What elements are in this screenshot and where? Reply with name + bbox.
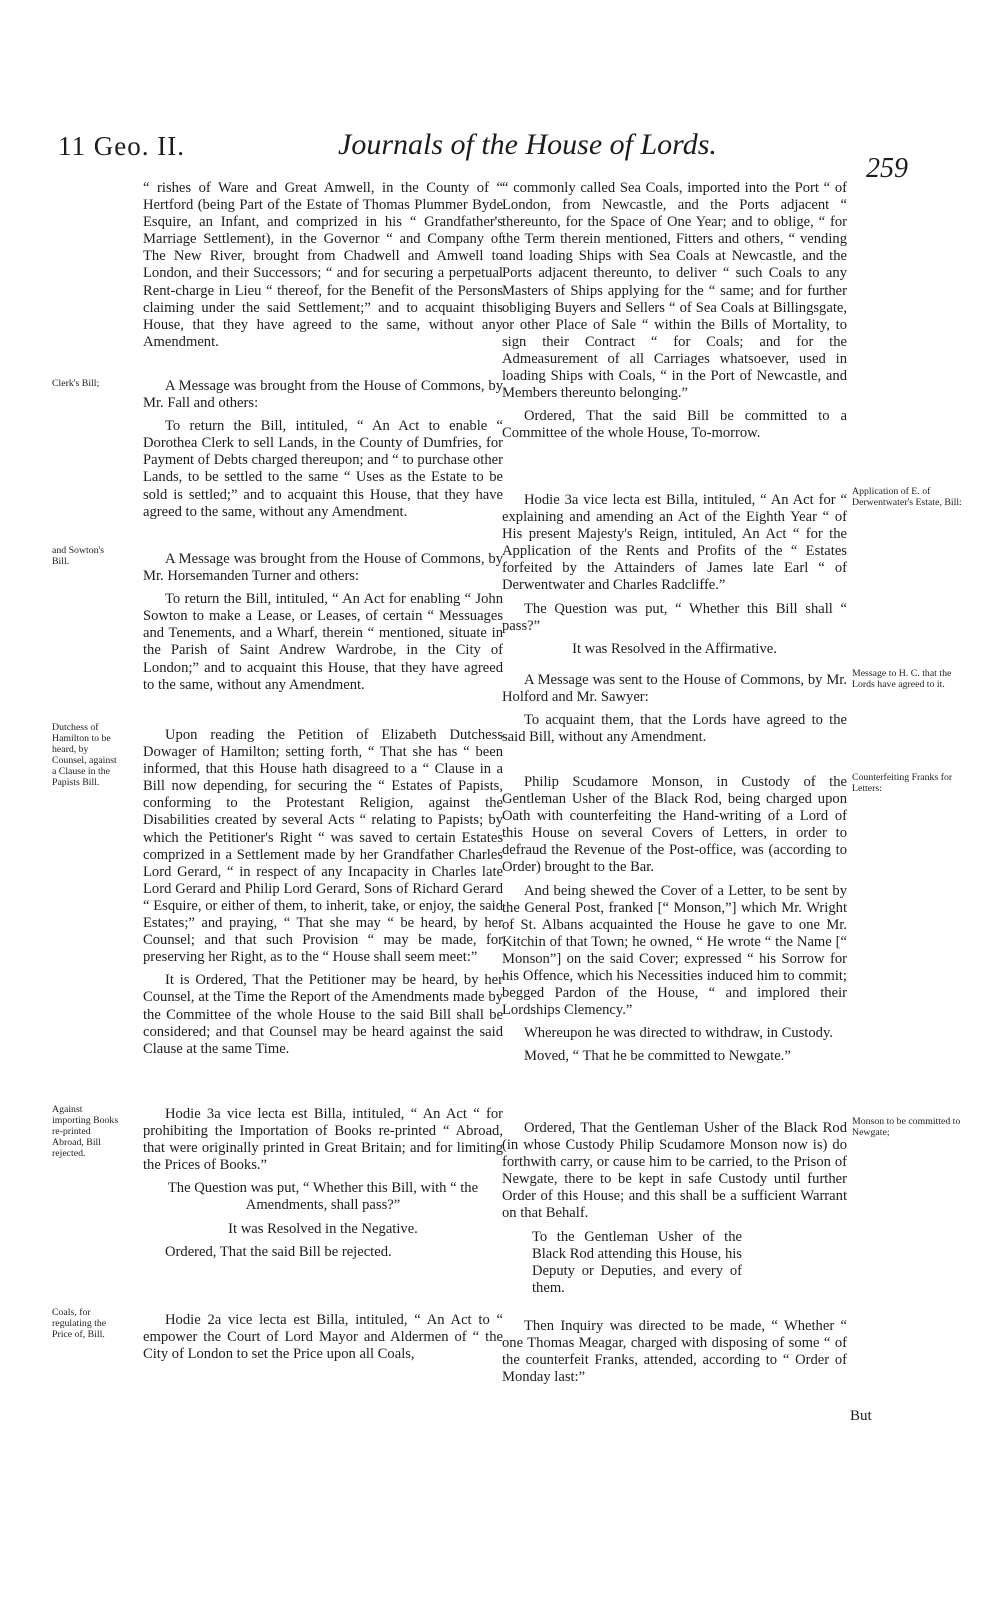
page-number: 259	[866, 153, 908, 184]
paragraph: It was Resolved in the Negative.	[228, 1220, 418, 1237]
right-column	[502, 492, 847, 664]
paragraph: It was Resolved in the Affirmative.	[572, 640, 777, 657]
paragraph: The Question was put, “ Whether this Bill shall “ pass?”	[502, 600, 847, 634]
paragraph: A Message was brought from the House of Commons, by Mr. Horsemanden Turner and others:	[143, 551, 503, 585]
right-column	[502, 1120, 847, 1303]
right-column	[502, 774, 847, 1072]
right-column	[502, 1318, 847, 1392]
paragraph: “ rishes of Ware and Great Amwell, in the County of “ Hertford (being Part of the Estate of Thomas Plummer Byde Esquire, an Infant, and comprized in his “ Grandfather's Marriage Settlement), in the Governor “ and Company of The New River, brought from Chadwell and Amwell to London, and their Successors; “ and for securing a perpetual Rent-charge in Lieu “ thereof, for the Benefit of the Persons claiming under the said Settlement;” and to acquaint this House, that they have agreed to the same, without any Amendment.	[143, 180, 503, 350]
paragraph: To acquaint them, that the Lords have agreed to the said Bill, without any Amendment.	[502, 712, 847, 746]
catchword: But	[850, 1408, 872, 1424]
regnal-year: 11 Geo. II.	[58, 131, 185, 161]
margin-note: Counterfeiting Franks for Letters:	[852, 772, 953, 794]
paragraph: Moved, “ That he be committed to Newgate.”	[524, 1048, 791, 1065]
paragraph: To return the Bill, intituled, “ An Act for enabling “ John Sowton to make a Lease, or Leases, of certain “ Messuages and Tenements, and a Wharf, therein “ mentioned, situate in the Parish of Saint Andrew Wardrobe, in the City of London;” and to acquaint this House, that they have agreed to the same, without any Amendment.	[143, 591, 503, 693]
paragraph: “ commonly called Sea Coals, imported into the Port “ of London, from Newcastle, and the Ports adjacent “ thereunto, for the Space of One Year; and to oblige, “ for the Term therein mentioned, Fitters and others, “ vending and loading Ships with Sea Coals at Newcastle, and the Ports adjacent thereunto, to deliver “ such Coals to any Masters of Ships applying for the “ same; and for further obliging Buyers and Sellers “ of Sea Coals at Billingsgate, or other Place of Sale “ within the Bills of Mortality, to sign their Contract “ for Coals; and for the Admeasurement of all Carriages whatsoever, used in loading Ships with Coals, “ in the Port of Newcastle, and Members thereunto belonging.”	[502, 180, 847, 402]
left-column	[143, 727, 503, 1064]
left-column	[143, 378, 503, 527]
margin-note: Dutchess of Hamilton to be heard, by Counsel, against a Clause in the Papists Bill.	[52, 722, 117, 788]
paragraph: And being shewed the Cover of a Letter, to be sent by the General Post, franked [“ Monson,”] which Mr. Wright of St. Albans acquainted the House he gave to one Mr. Kitchin of that Town; he owned, “ He wrote “ the Name [“ Monson”] on the said Cover; expressed “ his Sorrow for his Offence, which his Necessities induced him to commit; begged Pardon of the House, “ and implored their Lordships Clemency.”	[502, 882, 847, 1019]
right-column	[502, 672, 847, 752]
paragraph: Ordered, That the said Bill be committed to a Committee of the whole House, To-morrow.	[502, 408, 847, 442]
paragraph: It is Ordered, That the Petitioner may be heard, by her Counsel, at the Time the Report of the Amendments made by the Committee of the whole House to the said Bill shall be considered; and that Counsel may be heard against the said Clause at the same Time.	[143, 972, 503, 1057]
paragraph: A Message was sent to the House of Commons, by Mr. Holford and Mr. Sawyer:	[502, 672, 847, 706]
paragraph: To the Gentleman Usher of the Black Rod attending this House, his Deputy or Deputies, and every of them.	[532, 1228, 742, 1296]
margin-note: Monson to be committed to Newgate;	[852, 1116, 961, 1138]
paragraph: Then Inquiry was directed to be made, “ Whether “ one Thomas Meagar, charged with disposing of some “ of the counterfeit Franks, attended, according to “ Order of Monday last:”	[502, 1318, 847, 1386]
paragraph: The Question was put, “ Whether this Bill, with “ the Amendments, shall pass?”	[167, 1180, 479, 1214]
margin-note: and Sowton's Bill.	[52, 545, 105, 567]
paragraph: Whereupon he was directed to withdraw, in Custody.	[524, 1025, 833, 1042]
paragraph: Hodie 3a vice lecta est Billa, intituled, “ An Act for “ explaining and amending an Act of the Eighth Year “ of His present Majesty's Reign, intituled, An Act “ for the Application of the Rents and Profits of the “ Estates forfeited by the Attainders of James late Earl “ of Derwentwater and Charles Radcliffe.”	[502, 492, 847, 594]
margin-note: Coals, for regulating the Price of, Bill.	[52, 1307, 107, 1340]
left-column	[143, 180, 503, 357]
right-column	[502, 180, 847, 448]
paragraph: A Message was brought from the House of Commons, by Mr. Fall and others:	[143, 378, 503, 412]
margin-note: Message to H. C. that the Lords have agreed to it.	[852, 668, 952, 690]
paragraph: Ordered, That the said Bill be rejected.	[165, 1243, 392, 1260]
journal-title: Journals of the House of Lords.	[338, 128, 717, 161]
left-column	[143, 1312, 503, 1369]
paragraph: Philip Scudamore Monson, in Custody of the Gentleman Usher of the Black Rod, being charged upon Oath with counterfeiting the Hand-writing of a Lord of this House on several Covers of Letters, in order to defraud the Revenue of the Post-office, was (according to Order) brought to the Bar.	[502, 774, 847, 876]
left-column	[143, 551, 503, 700]
paragraph: To return the Bill, intituled, “ An Act to enable “ Dorothea Clerk to sell Lands, in the County of Dumfries, for Payment of Debts charged thereupon; and “ to purchase other Lands, to be settled to the same “ Uses as the Estate to be sold is settled;” and to acquaint this House, that they have agreed to the same, without any Amendment.	[143, 418, 503, 520]
margin-note: Clerk's Bill;	[52, 378, 100, 389]
left-column	[143, 1106, 503, 1267]
margin-note: Against importing Books re-printed Abroad, Bill rejected.	[52, 1104, 119, 1159]
paragraph: Ordered, That the Gentleman Usher of the Black Rod (in whose Custody Philip Scudamore Monson now is) do forthwith carry, or cause him to be carried, to the Prison of Newgate, there to be kept in safe Custody until further Order of this House; and this shall be a sufficient Warrant on that Behalf.	[502, 1120, 847, 1222]
paragraph: Hodie 2a vice lecta est Billa, intituled, “ An Act to “ empower the Court of Lord Mayor and Aldermen of “ the City of London to set the Price upon all Coals,	[143, 1312, 503, 1363]
margin-note: Application of E. of Derwentwater's Estate, Bill:	[852, 486, 962, 508]
paragraph: Upon reading the Petition of Elizabeth Dutchess Dowager of Hamilton; setting forth, “ That she has “ been informed, that this House hath disagreed to a “ Clause in a Bill now depending, for securing the “ Estates of Papists, conforming to the Protestant Religion, against the Disabilities created by several Acts “ relating to Papists; by which the Petitioner's Right “ was saved to certain Estates comprized in a Settlement made by her Grandfather Charles Lord Gerard, “ in respect of any Incapacity in Charles late Lord Gerard and Philip Lord Gerard, Sons of Richard Gerard “ Esquire, or either of them, to inherit, take, or enjoy, the said Estates;” and praying, “ That she may “ be heard, by her Counsel; and that such Provision “ may be made, for preserving her Right, as to the “ House shall seem meet:”	[143, 727, 503, 966]
paragraph: Hodie 3a vice lecta est Billa, intituled, “ An Act “ for prohibiting the Importation of Books re-printed “ Abroad, that were originally printed in Great Britain; and for limiting the Prices of Books.”	[143, 1106, 503, 1174]
